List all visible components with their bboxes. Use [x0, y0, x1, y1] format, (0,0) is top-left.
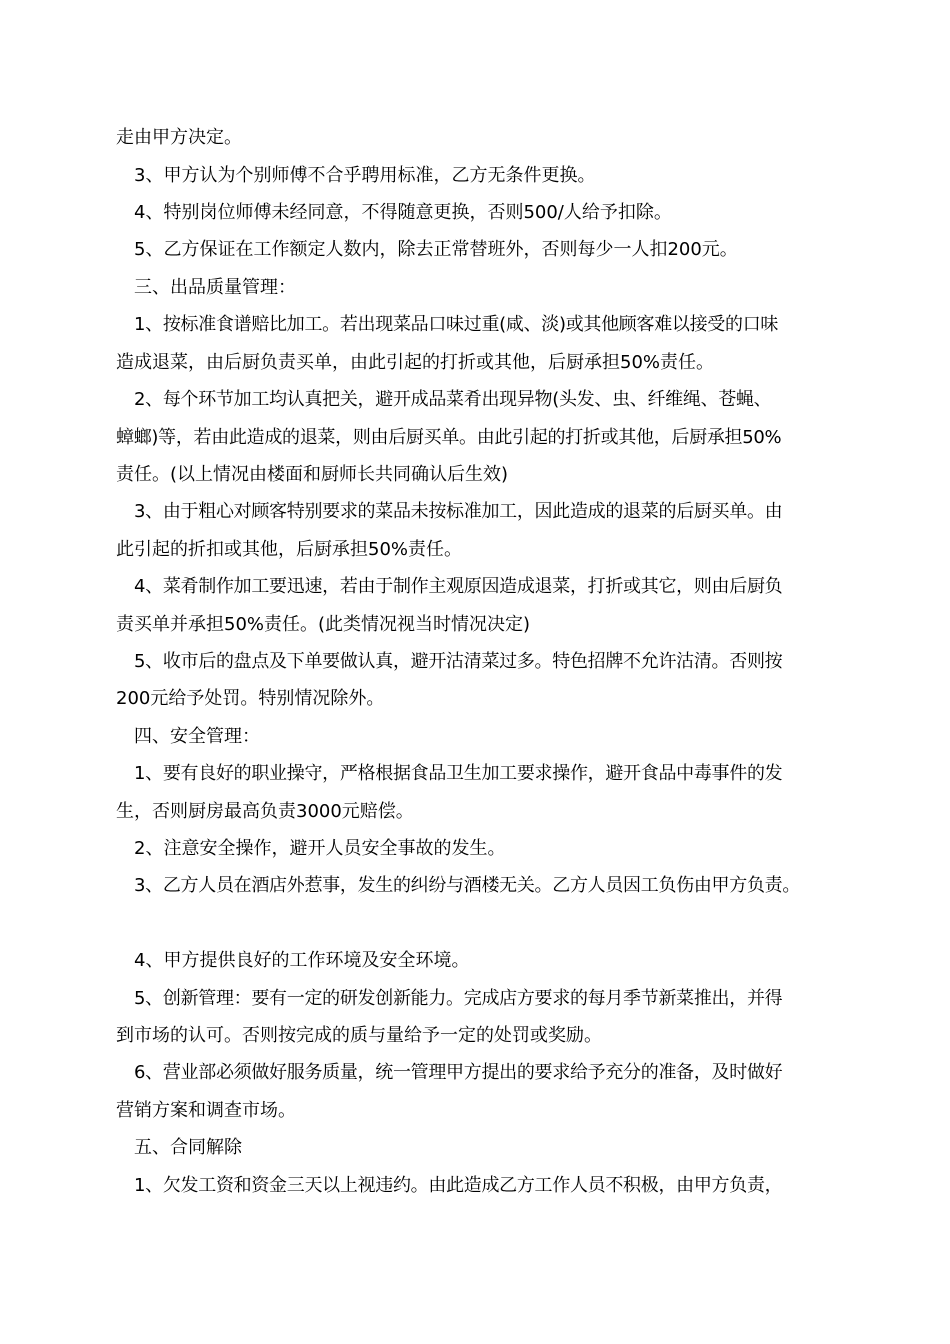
- text-line: 2、注意安全操作，避开人员安全事故的发生。: [134, 838, 506, 859]
- text-line: 5、创新管理：要有一定的研发创新能力。完成店方要求的每月季节新菜推出，并得: [134, 988, 783, 1009]
- text-line: 造成退菜，由后厨负责买单，由此引起的打折或其他，后厨承担50%责任。: [116, 352, 715, 373]
- text-line: 1、要有良好的职业操守，严格根据食品卫生加工要求操作，避开食品中毒事件的发: [134, 763, 783, 784]
- text-line: 4、特别岗位师傅未经同意，不得随意更换，否则500/人给予扣除。: [134, 202, 672, 223]
- text-line: 1、欠发工资和资金三天以上视违约。由此造成乙方工作人员不积极，由甲方负责，: [134, 1175, 783, 1196]
- text-line: 6、营业部必须做好服务质量，统一管理甲方提出的要求给予充分的准备，及时做好: [134, 1062, 783, 1083]
- text-line: 2、每个环节加工均认真把关，避开成品菜肴出现异物(头发、虫、纤维绳、苍蝇、: [134, 389, 772, 410]
- text-line: 4、甲方提供良好的工作环境及安全环境。: [134, 950, 470, 971]
- text-line: 1、按标准食谱赔比加工。若出现菜品口味过重(咸、淡)或其他顾客难以接受的口味: [134, 314, 779, 335]
- text-line: 200元给予处罚。特别情况除外。: [116, 688, 385, 709]
- text-line: 此引起的折扣或其他，后厨承担50%责任。: [116, 539, 463, 560]
- text-line: 3、由于粗心对顾客特别要求的菜品未按标准加工，因此造成的退菜的后厨买单。由: [134, 501, 783, 522]
- text-line: 5、乙方保证在工作额定人数内，除去正常替班外，否则每少一人扣200元。: [134, 239, 738, 260]
- section-heading: 四、安全管理：: [134, 726, 260, 747]
- text-line: 3、甲方认为个别师傅不合乎聘用标准，乙方无条件更换。: [134, 165, 596, 186]
- text-line: 4、菜肴制作加工要迅速，若由于制作主观原因造成退菜，打折或其它，则由后厨负: [134, 576, 783, 597]
- text-line: 3、乙方人员在酒店外惹事，发生的纠纷与酒楼无关。乙方人员因工负伤由甲方负责。: [134, 875, 801, 896]
- text-line: 营销方案和调查市场。: [116, 1100, 296, 1121]
- text-line: 责买单并承担50%责任。(此类情况视当时情况决定): [116, 614, 531, 635]
- text-line: 到市场的认可。否则按完成的质与量给予一定的处罚或奖励。: [116, 1025, 602, 1046]
- text-line: 走由甲方决定。: [116, 127, 242, 148]
- section-heading: 五、合同解除: [134, 1137, 242, 1158]
- section-heading: 三、出品质量管理：: [134, 277, 296, 298]
- text-line: 蟑螂)等，若由此造成的退菜，则由后厨买单。由此引起的打折或其他，后厨承担50%: [116, 427, 782, 448]
- text-line: 5、收市后的盘点及下单要做认真，避开沽清菜过多。特色招牌不允许沽清。否则按: [134, 651, 783, 672]
- text-line: 责任。(以上情况由楼面和厨师长共同确认后生效): [116, 464, 509, 485]
- text-line: 生，否则厨房最高负责3000元赔偿。: [116, 801, 414, 822]
